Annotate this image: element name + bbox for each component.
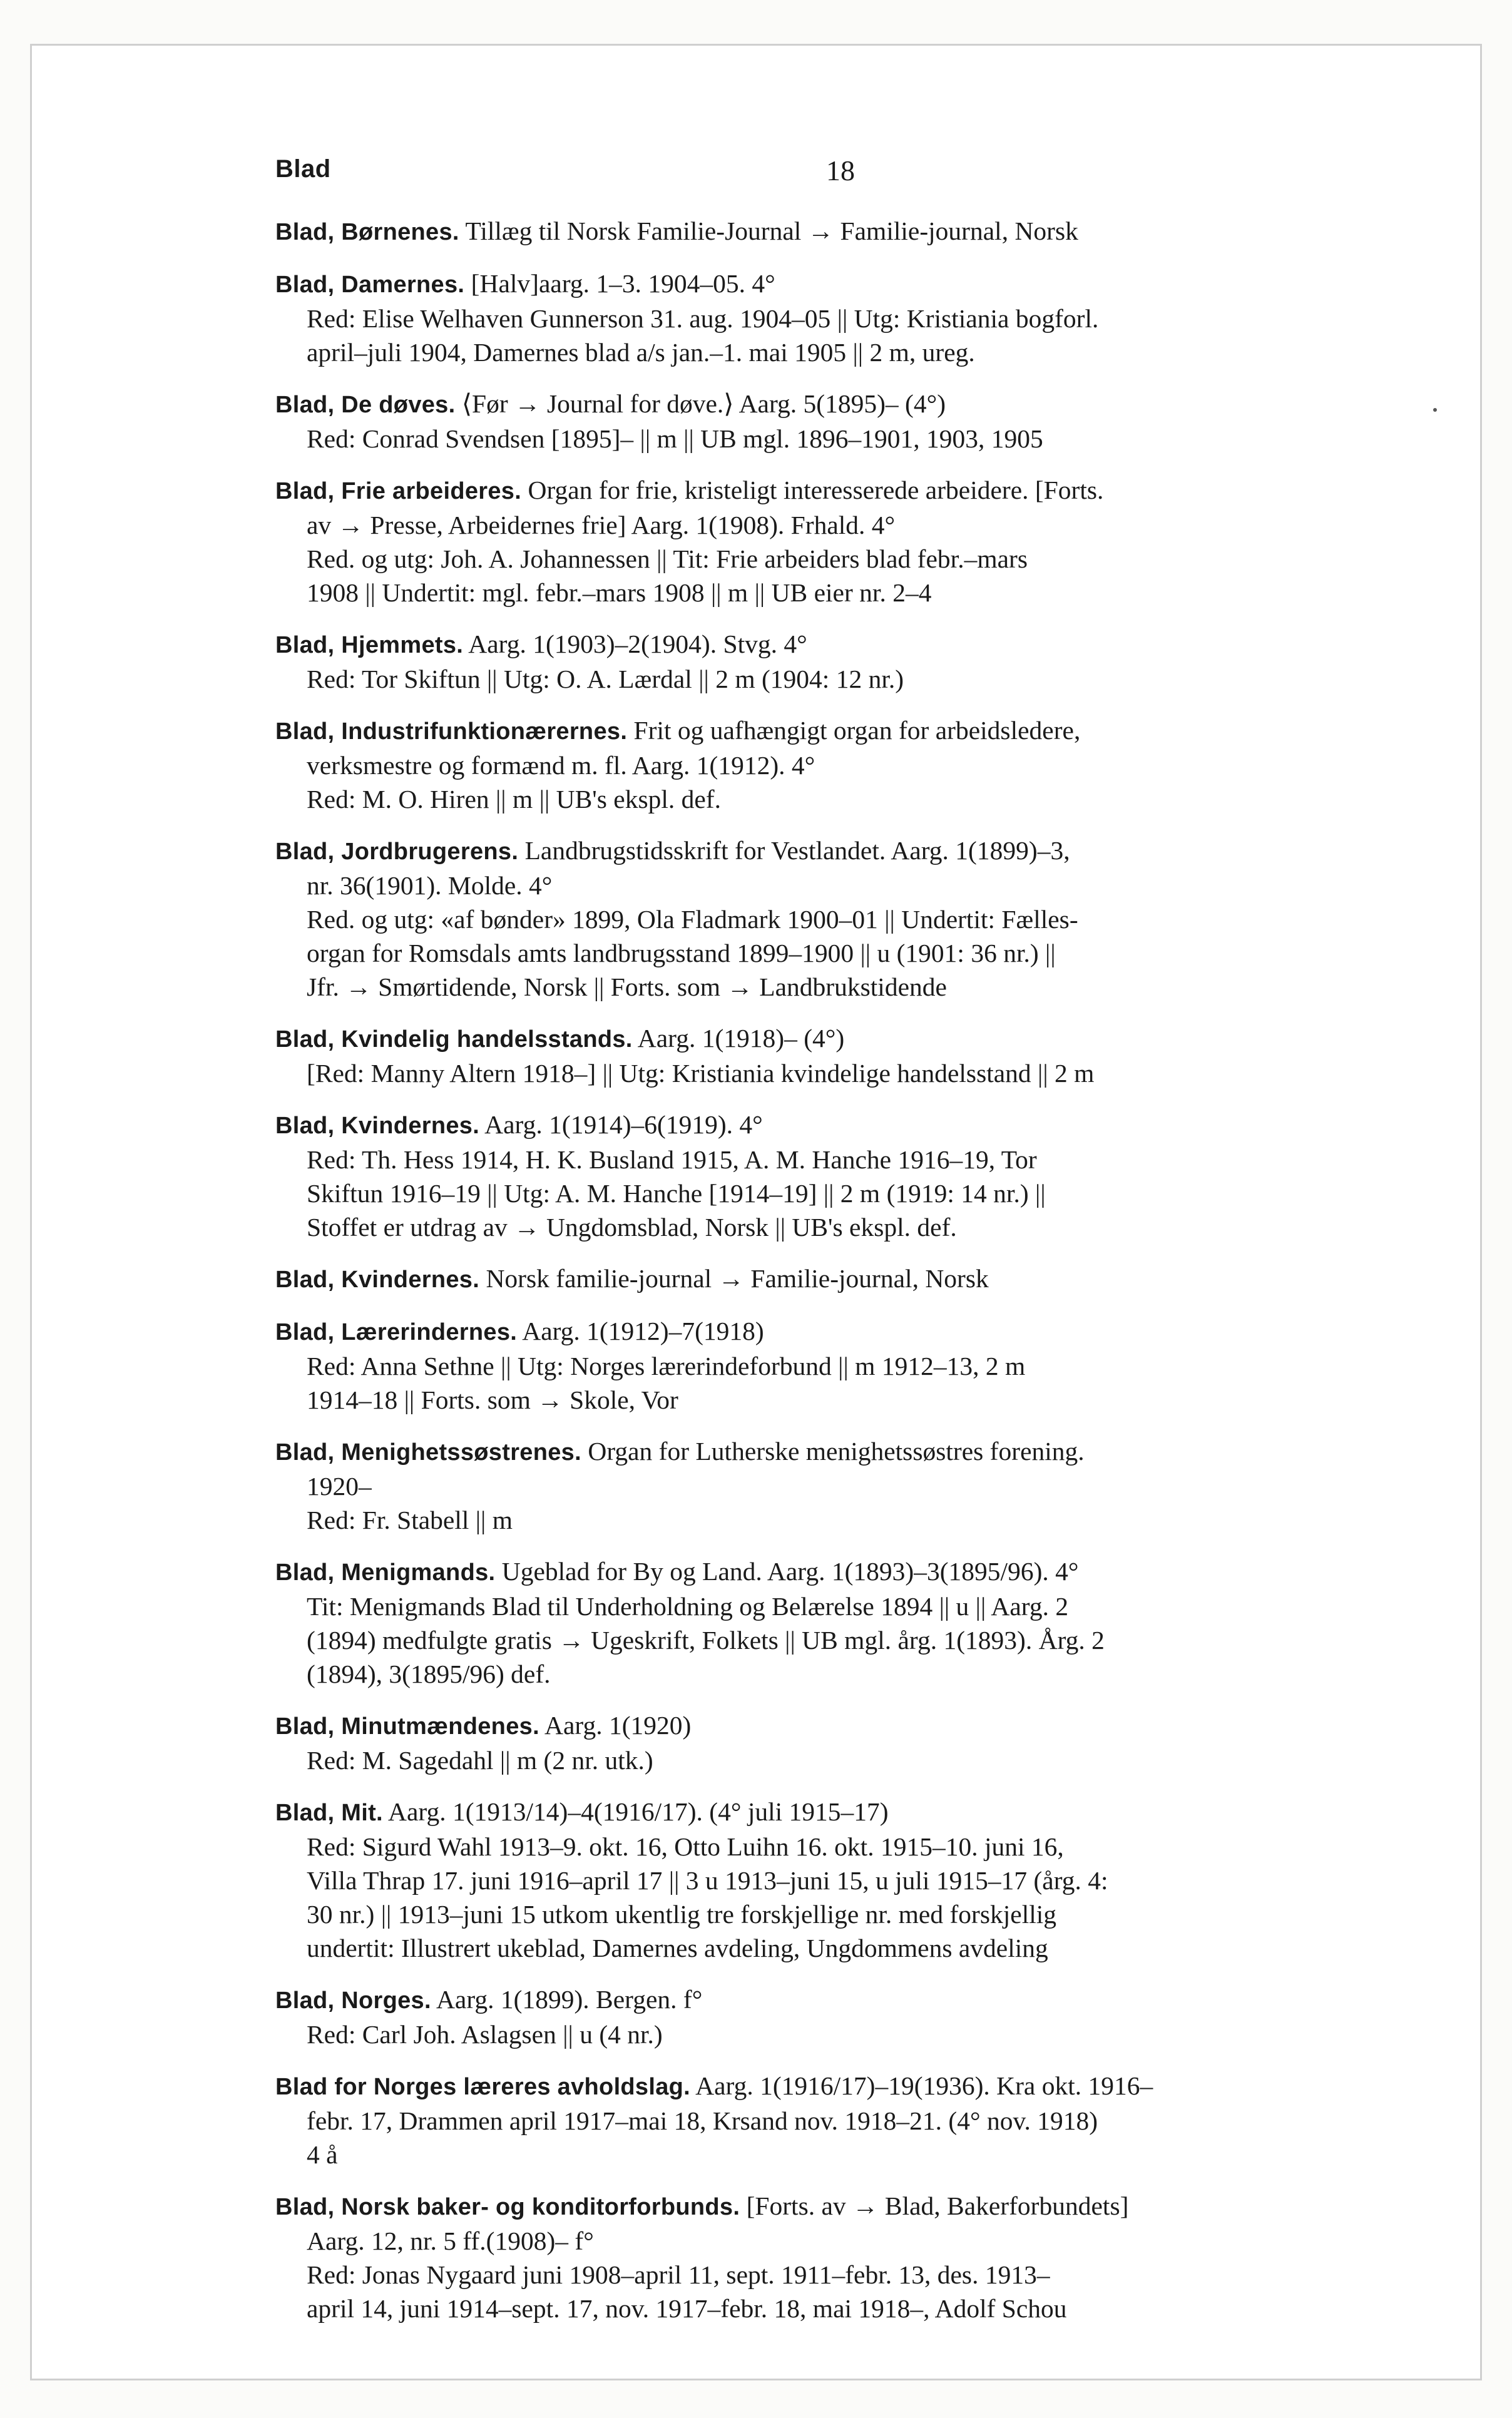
catalog-entry <box>275 214 1389 249</box>
entry-line: 30 nr.) || 1913–juni 15 utkom ukentlig tre forskjellige nr. med forskjellig <box>307 1900 1057 1929</box>
catalog-entry <box>275 834 1389 1004</box>
entry-line: Tit: Menigmands Blad til Underholdning og Belærelse 1894 || u || Aarg. 2 <box>307 1592 1069 1621</box>
entry-heading: Blad, Norsk baker- og konditorforbunds. <box>275 2194 740 2220</box>
entry-first-line <box>275 1314 1389 1349</box>
entry-line: 1908 || Undertit: mgl. febr.–mars 1908 || m || UB eier nr. 2–4 <box>307 578 932 607</box>
entry-description: [Forts. av → Blad, Bakerforbundets] <box>746 2191 1129 2220</box>
entry-description: ⟨Før → Journal for døve.⟩ Aarg. 5(1895)– (4°) <box>461 389 946 418</box>
entry-heading: Blad for Norges læreres avholdslag. <box>275 2074 691 2100</box>
entry-description: Frit og uafhængigt organ for arbeidsledere, <box>633 716 1081 745</box>
entry-heading: Blad, Industrifunktionærernes. <box>275 718 628 745</box>
entry-line: Red: Sigurd Wahl 1913–9. okt. 16, Otto Luihn 16. okt. 1915–10. juni 16, <box>307 1832 1064 1861</box>
entry-line: Red. og utg: Joh. A. Johannessen || Tit: Frie arbeiders blad febr.–mars <box>307 544 1028 573</box>
entry-heading: Blad, Damernes. <box>275 272 465 298</box>
entry-heading: Blad, Menighetssøstrenes. <box>275 1439 581 1466</box>
entry-description: Tillæg til Norsk Familie-Journal → Familie-journal, Norsk <box>465 217 1078 245</box>
entry-description: [Halv]aarg. 1–3. 1904–05. 4° <box>471 269 775 298</box>
entry-first-line <box>275 214 1389 249</box>
entry-heading: Blad, Frie arbeideres. <box>275 478 522 504</box>
catalog-entry <box>275 1708 1389 1777</box>
entry-line: organ for Romsdals amts landbrugsstand 1899–1900 || u (1901: 36 nr.) || <box>307 939 1056 967</box>
entry-line: april 14, juni 1914–sept. 17, nov. 1917–febr. 18, mai 1918–, Adolf Schou <box>307 2294 1067 2323</box>
entry-first-line <box>275 1708 1389 1743</box>
entry-description: Aarg. 1(1920) <box>544 1711 692 1740</box>
entry-heading: Blad, Jordbrugerens. <box>275 839 519 865</box>
catalog-entry <box>275 1108 1389 1244</box>
entry-heading: Blad, Kvindernes. <box>275 1113 480 1139</box>
entry-line: Aarg. 12, nr. 5 ff.(1908)– f° <box>307 2227 594 2255</box>
entry-first-line <box>275 713 1389 748</box>
entry-line: 4 å <box>307 2140 338 2169</box>
catalog-entry <box>275 2069 1389 2171</box>
catalog-entries <box>275 214 1389 2343</box>
entry-line: nr. 36(1901). Molde. 4° <box>307 871 553 900</box>
entry-first-line <box>275 1108 1389 1143</box>
print-speck <box>1433 408 1437 412</box>
entry-line: Red: Th. Hess 1914, H. K. Busland 1915, A. M. Hanche 1916–19, Tor <box>307 1145 1037 1174</box>
catalog-entry <box>275 713 1389 816</box>
entry-description: Organ for frie, kristeligt interesserede arbeidere. [Forts. <box>528 476 1104 504</box>
entry-heading: Blad, Børnenes. <box>275 219 459 245</box>
entry-first-line <box>275 2189 1389 2224</box>
entry-line: Red: Tor Skiftun || Utg: O. A. Lærdal || 2 m (1904: 12 nr.) <box>307 665 904 693</box>
catalog-entry <box>275 627 1389 696</box>
entry-heading: Blad, Lærerindernes. <box>275 1319 518 1345</box>
catalog-entry <box>275 1554 1389 1691</box>
entry-first-line <box>275 1795 1389 1830</box>
entry-line: april–juli 1904, Damernes blad a/s jan.–1. mai 1905 || 2 m, ureg. <box>307 338 975 367</box>
catalog-entry <box>275 267 1389 369</box>
entry-heading: Blad, Menigmands. <box>275 1559 496 1586</box>
entry-heading: Blad, Kvindelig handelsstands. <box>275 1026 633 1053</box>
catalog-entry <box>275 1982 1389 2051</box>
entry-heading: Blad, Kvindernes. <box>275 1267 480 1293</box>
catalog-entry <box>275 1021 1389 1090</box>
entry-line: Red: Anna Sethne || Utg: Norges lærerindeforbund || m 1912–13, 2 m <box>307 1352 1026 1380</box>
entry-first-line <box>275 1982 1389 2018</box>
entry-line: Red: Conrad Svendsen [1895]– || m || UB mgl. 1896–1901, 1903, 1905 <box>307 424 1043 453</box>
entry-line: Red. og utg: «af bønder» 1899, Ola Fladmark 1900–01 || Undertit: Fælles- <box>307 905 1078 934</box>
entry-line: Jfr. → Smørtidende, Norsk || Forts. som → Landbrukstidende <box>307 972 947 1001</box>
entry-line: Stoffet er utdrag av → Ungdomsblad, Norsk || UB's ekspl. def. <box>307 1213 957 1242</box>
entry-description: Landbrugstidsskrift for Vestlandet. Aarg. 1(1899)–3, <box>524 836 1070 865</box>
entry-first-line <box>275 1434 1389 1469</box>
entry-first-line <box>275 1021 1389 1056</box>
entry-line: undertit: Illustrert ukeblad, Damernes avdeling, Ungdommens avdeling <box>307 1934 1048 1962</box>
catalog-entry <box>275 1262 1389 1297</box>
entry-line: Skiftun 1916–19 || Utg: A. M. Hanche [1914–19] || 2 m (1919: 14 nr.) || <box>307 1179 1046 1208</box>
entry-description: Aarg. 1(1914)–6(1919). 4° <box>484 1110 763 1139</box>
entry-line: [Red: Manny Altern 1918–] || Utg: Kristiania kvindelige handelsstand || 2 m <box>307 1059 1095 1088</box>
entry-heading: Blad, Norges. <box>275 1987 431 2014</box>
entry-description: Aarg. 1(1899). Bergen. f° <box>436 1985 703 2014</box>
entry-line: Red: Elise Welhaven Gunnerson 31. aug. 1904–05 || Utg: Kristiania bogforl. <box>307 304 1099 333</box>
entry-line: febr. 17, Drammen april 1917–mai 18, Krsand nov. 1918–21. (4° nov. 1918) <box>307 2106 1098 2135</box>
entry-line: (1894) medfulgte gratis → Ugeskrift, Folkets || UB mgl. årg. 1(1893). Årg. 2 <box>307 1626 1105 1655</box>
page-number: 18 <box>826 155 855 186</box>
entry-line: 1914–18 || Forts. som → Skole, Vor <box>307 1385 678 1414</box>
catalog-entry <box>275 2189 1389 2325</box>
entry-line: av → Presse, Arbeidernes frie] Aarg. 1(1908). Frhald. 4° <box>307 511 896 539</box>
entry-line: (1894), 3(1895/96) def. <box>307 1660 551 1688</box>
entry-first-line <box>275 627 1389 662</box>
entry-heading: Blad, Mit. <box>275 1800 383 1826</box>
entry-line: Red: Jonas Nygaard juni 1908–april 11, sept. 1911–febr. 13, des. 1913– <box>307 2260 1050 2289</box>
entry-first-line <box>275 387 1389 422</box>
entry-description: Aarg. 1(1903)–2(1904). Stvg. 4° <box>468 630 807 658</box>
entry-first-line <box>275 1262 1389 1297</box>
catalog-entry <box>275 1434 1389 1537</box>
entry-heading: Blad, Minutmændenes. <box>275 1713 539 1740</box>
entry-first-line <box>275 834 1389 869</box>
entry-line: Villa Thrap 17. juni 1916–april 17 || 3 u 1913–juni 15, u juli 1915–17 (årg. 4: <box>307 1866 1108 1895</box>
entry-line: Red: M. O. Hiren || m || UB's ekspl. def. <box>307 785 721 814</box>
page-header <box>275 155 1389 193</box>
catalog-entry <box>275 387 1389 456</box>
entry-description: Aarg. 1(1913/14)–4(1916/17). (4° juli 1915–17) <box>387 1797 889 1826</box>
entry-description: Norsk familie-journal → Familie-journal, Norsk <box>486 1264 989 1293</box>
entry-heading: Blad, De døves. <box>275 392 456 418</box>
catalog-entry <box>275 473 1389 610</box>
catalog-entry <box>275 1795 1389 1965</box>
entry-description: Organ for Lutherske menighetssøstres forening. <box>588 1437 1085 1466</box>
entry-first-line <box>275 267 1389 302</box>
entry-first-line <box>275 473 1389 508</box>
entry-line: 1920– <box>307 1472 372 1501</box>
entry-first-line <box>275 2069 1389 2104</box>
entry-description: Aarg. 1(1912)–7(1918) <box>522 1317 764 1345</box>
entry-description: Ugeblad for By og Land. Aarg. 1(1893)–3(1895/96). 4° <box>501 1557 1079 1586</box>
running-head: Blad <box>275 155 331 183</box>
catalog-entry <box>275 1314 1389 1417</box>
entry-heading: Blad, Hjemmets. <box>275 632 464 658</box>
entry-line: Red: Fr. Stabell || m <box>307 1506 513 1534</box>
entry-first-line <box>275 1554 1389 1589</box>
entry-line: Red: M. Sagedahl || m (2 nr. utk.) <box>307 1746 653 1775</box>
entry-description: Aarg. 1(1916/17)–19(1936). Kra okt. 1916– <box>695 2071 1153 2100</box>
entry-line: Red: Carl Joh. Aslagsen || u (4 nr.) <box>307 2020 663 2049</box>
entry-description: Aarg. 1(1918)– (4°) <box>637 1024 845 1053</box>
entry-line: verksmestre og formænd m. fl. Aarg. 1(1912). 4° <box>307 751 815 780</box>
